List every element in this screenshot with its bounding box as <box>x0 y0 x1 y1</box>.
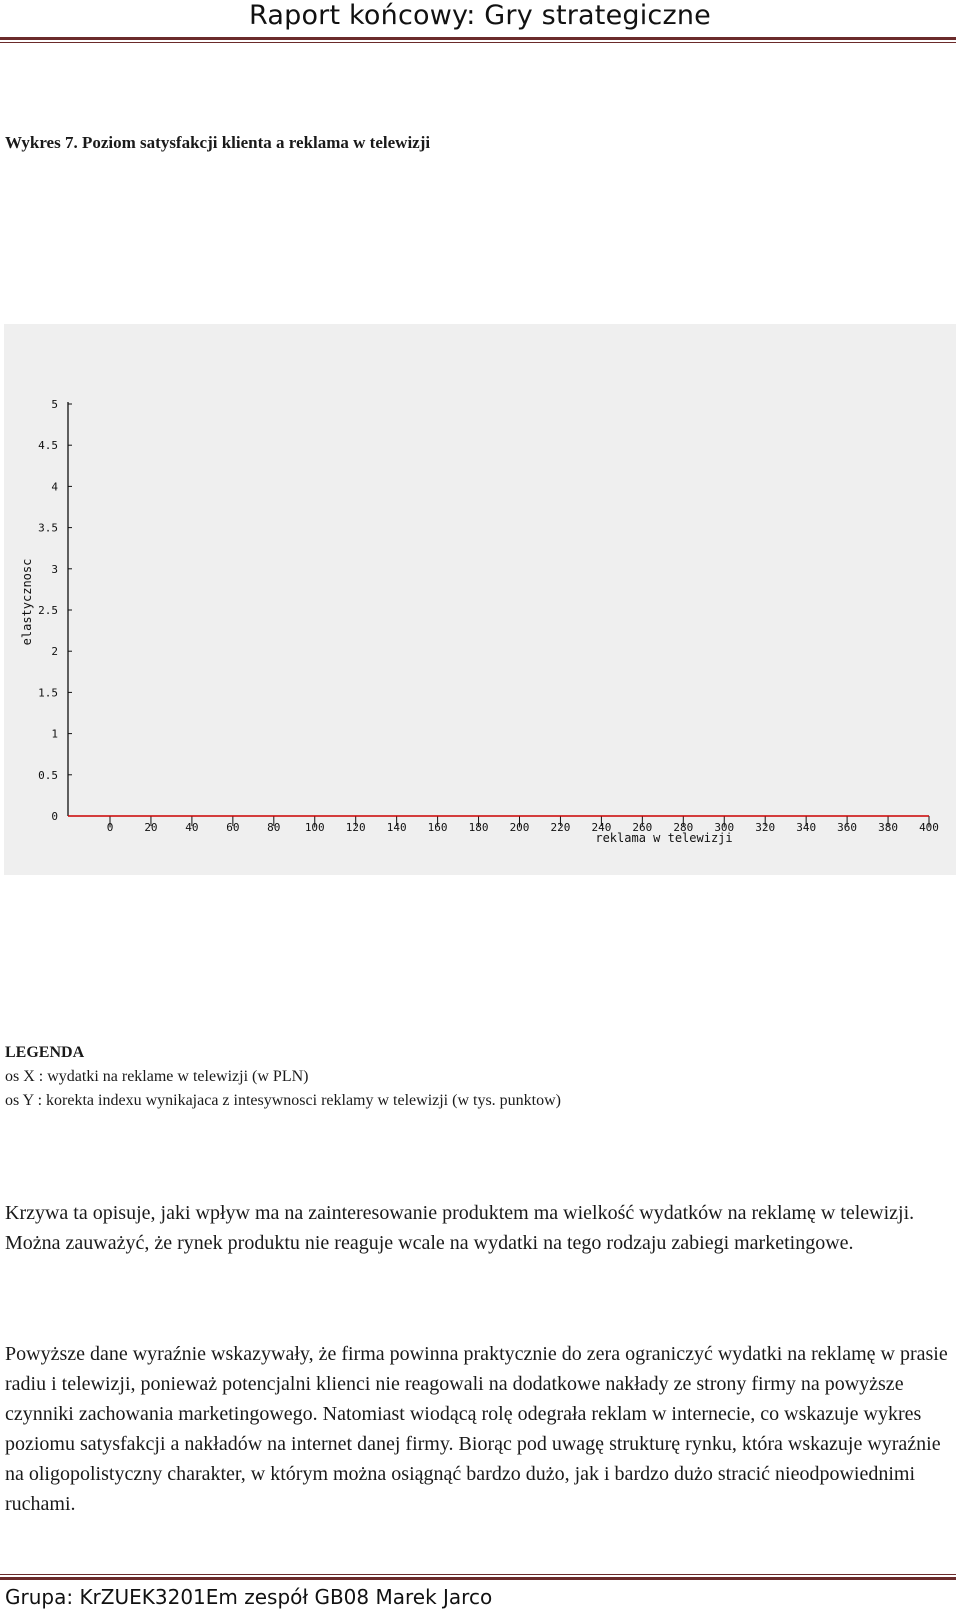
x-tick-label-10: 200 <box>509 821 530 834</box>
y-tick-label-10: 5 <box>51 398 58 411</box>
x-tick-label-8: 160 <box>427 821 448 834</box>
x-tick-label-13: 260 <box>632 821 653 834</box>
y-tick-label-1: 0.5 <box>38 768 58 782</box>
y-tick-label-5: 2.5 <box>38 604 58 617</box>
paragraph-1: Krzywa ta opisuje, jaki wpływ ma na zainteresowanie produktem ma wielkość wydatków na reklamę w telewizji. Można zauważyć, że rynek produktu nie reaguje wcale na wydatki na tego rodzaju zabiegi marketingowe. <box>5 1202 915 1254</box>
x-tick-label-3: 60 <box>226 821 240 834</box>
legend-line-y: os Y : korekta indexu wynikajaca z intesywnosci reklamy w telewizji (w tys. punktow) <box>5 1092 562 1109</box>
x-tick-label-2: 40 <box>185 821 199 834</box>
x-tick-label-7: 140 <box>386 821 407 834</box>
header-rule-thick <box>0 37 956 40</box>
x-tick-label-15: 300 <box>714 821 735 834</box>
x-tick-label-9: 180 <box>468 821 489 834</box>
legend-line-x: os X : wydatki na reklame w telewizji (w PLN) <box>5 1068 309 1085</box>
paragraph-2: Powyższe dane wyraźnie wskazywały, że firma powinna praktycznie do zera ograniczyć wydatki na reklamę w prasie radiu i telewizji, ponieważ potencjalni klienci nie reagowali na dodatkowe nakłady ze strony firmy na powyższe czynniki zachowania marketingowego. Natomiast wiodącą rolę odegrała reklam w internecie, co wskazuje wykres poziomu satysfakcji a nakładów na internet danej firmy. Biorąc pod uwagę strukturę rynku, która wskazuje wyraźnie na oligopolistyczny charakter, w którym można osiągnąć bardzo dużo, jak i bardzo dużo stracić nieodpowiednimi ruchami. <box>5 1343 948 1515</box>
y-tick-label-6: 3 <box>51 562 58 576</box>
x-tick-label-17: 340 <box>796 821 817 834</box>
x-tick-label-14: 280 <box>673 821 694 834</box>
y-tick-label-7: 3.5 <box>38 521 58 535</box>
y-tick-label-0: 0 <box>51 810 58 823</box>
x-tick-label-5: 100 <box>304 821 325 834</box>
page-header-title: Raport końcowy: Gry strategiczne <box>249 0 711 31</box>
x-tick-label-12: 240 <box>591 821 612 834</box>
figure-caption: Wykres 7. Poziom satysfakcji klienta a reklama w telewizji <box>5 133 431 152</box>
y-tick-label-4: 2 <box>51 645 58 659</box>
y-tick-label-9: 4.5 <box>38 439 58 453</box>
x-tick-label-1: 20 <box>144 821 158 834</box>
y-tick-label-3: 1.5 <box>38 686 58 700</box>
x-tick-label-16: 320 <box>755 821 776 834</box>
footer-rule-thick <box>0 1577 956 1580</box>
x-tick-label-4: 80 <box>267 821 281 834</box>
header-rule-thin <box>0 42 956 43</box>
y-tick-label-2: 1 <box>51 727 58 741</box>
x-tick-label-11: 220 <box>550 821 571 834</box>
x-tick-label-6: 120 <box>345 821 366 834</box>
legend <box>5 1041 561 1113</box>
y-tick-label-8: 4 <box>51 480 58 494</box>
x-tick-label-0: 0 <box>106 821 114 834</box>
legend-title: LEGENDA <box>5 1044 85 1061</box>
footer-text: Grupa: KrZUEK3201Em zespół GB08 Marek Jarco <box>5 1585 493 1609</box>
chart-svg <box>4 324 956 875</box>
x-tick-label-20: 400 <box>919 821 939 834</box>
x-axis-label: reklama w telewizji <box>595 831 733 845</box>
x-tick-label-18: 360 <box>837 821 858 834</box>
footer-rule-thin <box>0 1574 956 1575</box>
chart-panel <box>4 324 956 875</box>
x-tick-label-19: 380 <box>878 821 898 834</box>
y-axis-label: elastycznosc <box>20 558 34 646</box>
